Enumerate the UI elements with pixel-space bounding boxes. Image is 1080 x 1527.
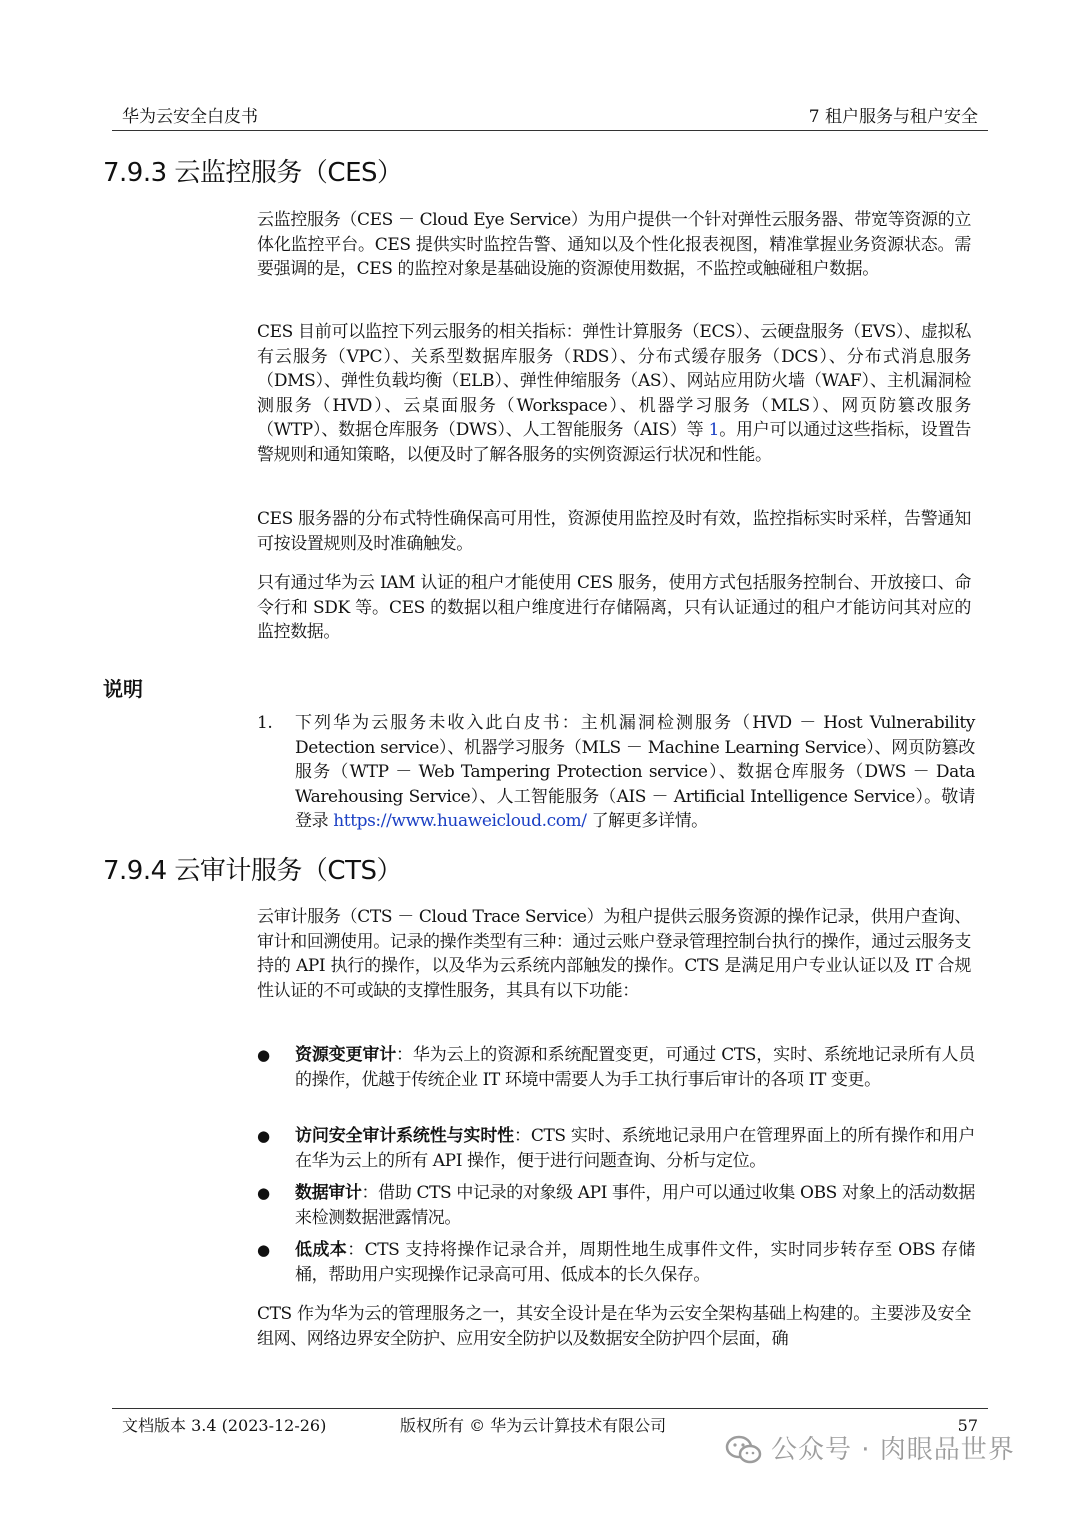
section-title-cts: 7.9.4 云审计服务（CTS） [103,856,402,886]
ces-paragraph-metrics [257,320,971,468]
footer-page-number: 57 [957,1416,978,1435]
header-chapter-title: 7 租户服务与租户安全 [808,107,978,127]
cts-bullet-body [295,1181,975,1230]
cts-bullet-term: 资源变更审计 [295,1045,397,1065]
bullet-icon: ● [257,1184,270,1202]
cts-bullet-text: ：华为云上的资源和系统配置变更，可通过 CTS，实时、系统地记录所有人员的操作，优越于传统企业 IT 环境中需要人为手工执行事后审计的各项 IT 变更。 [295,1045,975,1090]
cts-paragraph-security: CTS 作为华为云的管理服务之一，其安全设计是在华为云安全架构基础上构建的。主要涉及安全组网、网络边界安全防护、应用安全防护以及数据安全防护四个层面，确 [257,1304,971,1349]
cts-bullet-term: 数据审计 [295,1183,362,1203]
note-item-text: 下列华为云服务未收入此白皮书：主机漏洞检测服务（HVD － Host Vulnerability Detection service）、机器学习服务（MLS － Machine Learning Service）、网页防篡改服务（WTP － Web Tampering Protection service）、数据仓库服务（DWS － Data Warehousing Service）、人工智能服务（AIS － Artificial Intelligence Service）。敬请登录 [295,713,975,832]
ces-paragraph-intro: 云监控服务（CES － Cloud Eye Service）为用户提供一个针对弹性云服务器、带宽等资源的立体化监控平台。CES 提供实时监控告警、通知以及个性化报表视图，精准掌握业务资源状态。需要强调的是，CES 的监控对象是基础设施的资源使用数据，不监控或触碰租户数据。 [257,210,971,280]
ces-paragraph-access: 只有通过华为云 IAM 认证的租户才能使用 CES 服务，使用方式包括服务控制台、开放接口、命令行和 SDK 等。CES 的数据以租户维度进行存储隔离，只有认证通过的租户才能访问其对应的监控数据。 [257,573,971,643]
ces-metrics-text-after: 。用户可以通过这些指标，设置告警规则和通知策略，以便及时了解各服务的实例资源运行状况和性能。 [257,420,971,465]
cts-bullet-term: 访问安全审计系统性与实时性 [295,1126,515,1146]
cts-bullet-text: ：借助 CTS 中记录的对象级 API 事件，用户可以通过收集 OBS 对象上的活动数据来检测数据泄露情况。 [295,1183,975,1228]
bullet-icon: ● [257,1241,270,1259]
cts-bullet-body [295,1124,975,1173]
bullet-icon: ● [257,1046,270,1064]
cts-bullet-text: ：CTS 实时、系统地记录用户在管理界面上的所有操作和用户在华为云上的所有 API 操作，便于进行问题查询、分析与定位。 [295,1126,975,1171]
header-doc-title: 华为云安全白皮书 [122,107,258,127]
note-item-number: 1. [257,713,273,733]
bullet-icon: ● [257,1127,270,1145]
note-item-text-after: 了解更多详情。 [586,811,708,832]
ces-metrics-text: CES 目前可以监控下列云服务的相关指标：弹性计算服务（ECS）、云硬盘服务（EVS）、虚拟私有云服务（VPC）、关系型数据库服务（RDS）、分布式缓存服务（DCS）、分布式消息服务（DMS）、弹性负载均衡（ELB）、弹性伸缩服务（AS）、网站应用防火墙（WAF）、主机漏洞检测服务（HVD）、云桌面服务（Workspace）、机器学习服务（MLS）、网页防篡改服务（WTP）、数据仓库服务（DWS）、人工智能服务（AIS）等 [257,322,971,441]
section-title-ces: 7.9.3 云监控服务（CES） [103,158,403,188]
watermark [725,1428,1055,1472]
page-header [112,104,988,131]
huaweicloud-link[interactable]: https://www.huaweicloud.com/ [333,811,587,832]
cts-bullet-body [295,1238,975,1287]
footer-doc-version: 文档版本 3.4 (2023-12-26) [122,1416,327,1435]
footnote-ref-link[interactable]: 1 [708,420,720,441]
wechat-icon [725,1434,763,1466]
footer-copyright: 版权所有 © 华为云计算技术有限公司 [400,1416,667,1435]
cts-bullet-term: 低成本 [295,1240,348,1260]
cts-bullet-text: ：CTS 支持将操作记录合并，周期性地生成事件文件，实时同步转存至 OBS 存储桶，帮助用户实现操作记录高可用、低成本的长久保存。 [295,1240,975,1285]
note-title: 说明 [103,677,143,701]
cts-paragraph-intro: 云审计服务（CTS － Cloud Trace Service）为租户提供云服务资源的操作记录，供用户查询、审计和回溯使用。记录的操作类型有三种：通过云账户登录管理控制台执行的操作，通过云服务支持的 API 执行的操作，以及华为云系统内部触发的操作。CTS 是满足用户专业认证以及 IT 合规性认证的不可或缺的支撑性服务，其具有以下功能： [257,907,971,1001]
watermark-text: 公众号 · 肉眼品世界 [771,1435,1015,1465]
cts-bullet-body [295,1043,975,1092]
note-item-body [295,711,975,834]
ces-paragraph-availability: CES 服务器的分布式特性确保高可用性，资源使用监控及时有效，监控指标实时采样，告警通知可按设置规则及时准确触发。 [257,509,971,554]
